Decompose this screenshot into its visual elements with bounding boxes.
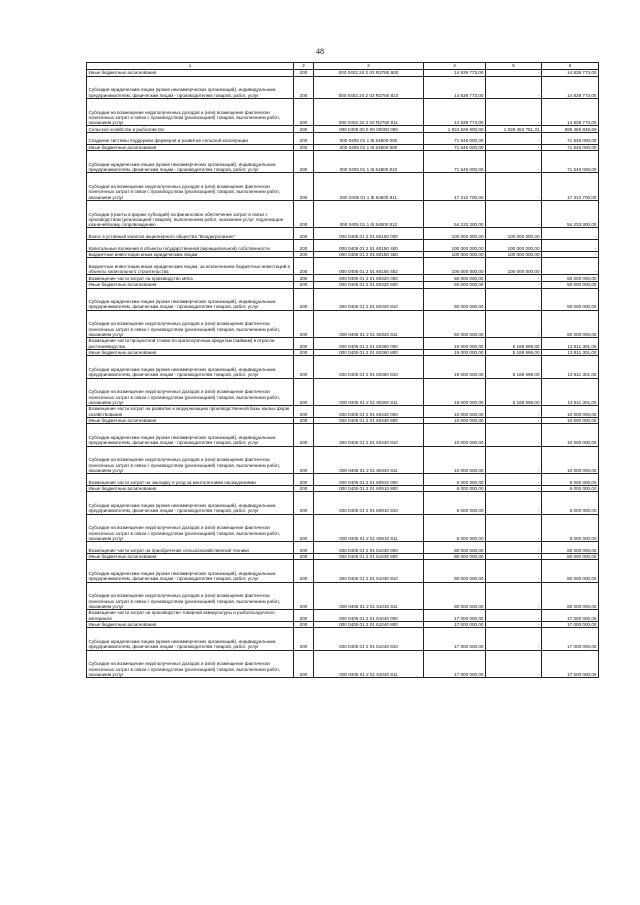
row-unexecuted-amount-cell: 80 000 000,00 xyxy=(542,541,599,553)
row-name-cell: Иные бюджетные ассигнования xyxy=(87,553,294,560)
row-classification-code-cell: 000 0405 01 2 01 60150 450 xyxy=(314,251,424,258)
row-approved-amount-cell: 10 000 000,00 xyxy=(424,406,486,418)
table-row xyxy=(87,356,599,378)
row-unexecuted-amount-cell: 50 000 000,00 xyxy=(542,310,599,337)
row-name-cell: Субсидии юридическим лицам (кроме некоммерческих организаций), индивидуальным предпринимателям, физическим лицам - производителям товаров, работ, услуг xyxy=(87,76,294,98)
row-executed-amount-cell: - xyxy=(486,310,542,337)
row-classification-code-cell: 000 0405 01 2 01 60360 000 xyxy=(314,338,424,350)
row-unexecuted-amount-cell: 6 000 000,00 xyxy=(542,474,599,486)
row-admin-code-cell: 200 xyxy=(294,151,314,173)
budget-table xyxy=(86,62,599,678)
row-unexecuted-amount-cell: 6 000 000,00 xyxy=(542,492,599,514)
row-name-cell: Возмещение части затрат на производство товарной аквакультуры и рыбопосадочного материала xyxy=(87,609,294,621)
row-approved-amount-cell: 17 000 000,00 xyxy=(424,621,486,628)
row-classification-code-cell: 000 0405 01 2 01 61040 811 xyxy=(314,650,424,677)
table-row xyxy=(87,378,599,405)
page-number: 48 xyxy=(316,47,324,56)
row-admin-code-cell: 200 xyxy=(294,275,314,282)
row-name-cell: Сельское хозяйство и рыболовство xyxy=(87,126,294,133)
row-approved-amount-cell: 80 000 000,00 xyxy=(424,560,486,582)
row-admin-code-cell: 200 xyxy=(294,288,314,310)
row-classification-code-cell: 000 0405 01 2 01 61030 811 xyxy=(314,582,424,609)
row-classification-code-cell: 000 0405 01 2 01 60910 810 xyxy=(314,492,424,514)
row-executed-amount-cell: - xyxy=(486,628,542,650)
table-row xyxy=(87,349,599,356)
row-admin-code-cell: 200 xyxy=(294,650,314,677)
table-row xyxy=(87,144,599,151)
column-number: 6 xyxy=(542,63,599,70)
row-name-cell: Бюджетные инвестиции иным юридическим лицам xyxy=(87,251,294,258)
column-number: 2 xyxy=(294,63,314,70)
row-name-cell: Субсидии на возмещение недополученных доходов и (или) возмещение фактически понесенных затрат в связи с производством (реализацией) товаров, выполнением работ, оказанием услуг xyxy=(87,446,294,473)
row-unexecuted-amount-cell: 50 000 000,00 xyxy=(542,275,599,282)
row-classification-code-cell: 000 0402 24 2 03 R2760 811 xyxy=(314,98,424,125)
row-executed-amount-cell: 100 000 000,00 xyxy=(486,239,542,251)
row-classification-code-cell: 000 0405 00 0 00 00000 000 xyxy=(314,126,424,133)
row-unexecuted-amount-cell: 17 000 000,00 xyxy=(542,650,599,677)
row-name-cell: Субсидии на возмещение недополученных доходов и (или) возмещение фактически понесенных затрат в связи с производством (реализацией) товаров, выполнением работ, оказанием услуг xyxy=(87,582,294,609)
table-row xyxy=(87,151,599,173)
row-approved-amount-cell: 6 000 000,00 xyxy=(424,474,486,486)
table-row xyxy=(87,258,599,275)
table-row xyxy=(87,228,599,240)
row-name-cell: Возмещение части процентной ставки по краткосрочным кредитам (займам) в отрасли растениеводства xyxy=(87,338,294,350)
row-approved-amount-cell: 80 000 000,00 xyxy=(424,541,486,553)
row-unexecuted-amount-cell: 54 233 300,00 xyxy=(542,200,599,227)
row-unexecuted-amount-cell: 71 546 000,00 xyxy=(542,151,599,173)
column-number: 3 xyxy=(314,63,424,70)
row-approved-amount-cell: 54 233 300,00 xyxy=(424,200,486,227)
row-approved-amount-cell: 71 546 000,00 xyxy=(424,151,486,173)
table-row xyxy=(87,621,599,628)
row-name-cell: Субсидии на возмещение недополученных доходов и (или) возмещение фактически понесенных затрат в связи с производством (реализацией) товаров, выполнением работ, оказанием услуг xyxy=(87,378,294,405)
row-unexecuted-amount-cell: 80 000 000,00 xyxy=(542,553,599,560)
row-executed-amount-cell: - xyxy=(486,446,542,473)
table-row xyxy=(87,474,599,486)
row-name-cell: Субсидии на возмещение недополученных доходов и (или) возмещение фактически понесенных затрат в связи с производством (реализацией) товаров, выполнением работ, оказанием услуг xyxy=(87,650,294,677)
row-unexecuted-amount-cell: 14 839 773,00 xyxy=(542,98,599,125)
row-unexecuted-amount-cell: 10 000 000,00 xyxy=(542,406,599,418)
table-row xyxy=(87,239,599,251)
row-admin-code-cell: 200 xyxy=(294,609,314,621)
row-admin-code-cell: 200 xyxy=(294,200,314,227)
row-approved-amount-cell: 19 000 000,00 xyxy=(424,349,486,356)
row-admin-code-cell: 200 xyxy=(294,338,314,350)
row-classification-code-cell: 000 0405 01 2 01 61040 800 xyxy=(314,621,424,628)
row-classification-code-cell: 000 0405 01 2 01 60440 811 xyxy=(314,446,424,473)
table-row xyxy=(87,609,599,621)
row-name-cell: Иные бюджетные ассигнования xyxy=(87,144,294,151)
table-row xyxy=(87,275,599,282)
row-classification-code-cell: 000 0405 01 2 01 61040 810 xyxy=(314,628,424,650)
row-approved-amount-cell: 17 000 000,00 xyxy=(424,650,486,677)
row-name-cell: Субсидии юридическим лицам (кроме некоммерческих организаций), индивидуальным предпринимателям, физическим лицам - производителям товаров, работ, услуг xyxy=(87,356,294,378)
row-classification-code-cell: 000 0405 01 2 01 60440 810 xyxy=(314,424,424,446)
row-admin-code-cell: 200 xyxy=(294,560,314,582)
row-classification-code-cell: 000 0405 01 2 01 60360 811 xyxy=(314,378,424,405)
row-name-cell: Субсидии юридическим лицам (кроме некоммерческих организаций), индивидуальным предпринимателям, физическим лицам - производителям товаров, работ, услуг xyxy=(87,560,294,582)
row-approved-amount-cell: 6 000 000,00 xyxy=(424,514,486,541)
row-executed-amount-cell: - xyxy=(486,514,542,541)
row-unexecuted-amount-cell: 17 000 000,00 xyxy=(542,609,599,621)
row-unexecuted-amount-cell: 14 839 773,00 xyxy=(542,76,599,98)
row-approved-amount-cell: 6 000 000,00 xyxy=(424,492,486,514)
row-classification-code-cell: 000 0405 01 2 01 61030 810 xyxy=(314,560,424,582)
table-row xyxy=(87,338,599,350)
table-row xyxy=(87,76,599,98)
row-unexecuted-amount-cell: 80 000 000,00 xyxy=(542,582,599,609)
table-row xyxy=(87,446,599,473)
row-name-cell: Капитальные вложения в объекты государственной (муниципальной) собственности xyxy=(87,239,294,251)
row-executed-amount-cell: - xyxy=(486,132,542,144)
row-admin-code-cell: 200 xyxy=(294,281,314,288)
row-classification-code-cell: 000 0405 01 2 01 60150 400 xyxy=(314,239,424,251)
row-admin-code-cell: 200 xyxy=(294,126,314,133)
row-executed-amount-cell: - xyxy=(486,474,542,486)
row-unexecuted-amount-cell: - xyxy=(542,239,599,251)
column-number: 5 xyxy=(486,63,542,70)
row-unexecuted-amount-cell: 71 546 000,00 xyxy=(542,144,599,151)
column-number-header xyxy=(87,63,599,70)
table-row xyxy=(87,553,599,560)
row-executed-amount-cell: - xyxy=(486,582,542,609)
column-number: 1 xyxy=(87,63,294,70)
table-row xyxy=(87,650,599,677)
row-admin-code-cell: 200 xyxy=(294,446,314,473)
row-admin-code-cell: 200 xyxy=(294,541,314,553)
row-classification-code-cell: 000 0405 01 2 01 60320 000 xyxy=(314,275,424,282)
row-executed-amount-cell: - xyxy=(486,541,542,553)
row-admin-code-cell: 200 xyxy=(294,378,314,405)
row-admin-code-cell: 200 xyxy=(294,553,314,560)
row-name-cell: Субсидии юридическим лицам (кроме некоммерческих организаций), индивидуальным предпринимателям, физическим лицам - производителям товаров, работ, услуг xyxy=(87,628,294,650)
row-executed-amount-cell: - xyxy=(486,406,542,418)
row-approved-amount-cell: 19 000 000,00 xyxy=(424,356,486,378)
row-classification-code-cell: 000 0402 24 2 03 R2760 800 xyxy=(314,70,424,77)
row-executed-amount-cell: 5 188 699,00 xyxy=(486,349,542,356)
row-admin-code-cell: 200 xyxy=(294,356,314,378)
row-name-cell: Создание системы поддержки фермеров и развитие сельской кооперации xyxy=(87,132,294,144)
row-classification-code-cell: 000 0405 01 2 01 60910 800 xyxy=(314,485,424,492)
row-name-cell: Иные бюджетные ассигнования xyxy=(87,349,294,356)
row-executed-amount-cell: 100 000 000,00 xyxy=(486,251,542,258)
row-classification-code-cell: 000 0405 01 1 I5 54800 810 xyxy=(314,151,424,173)
row-approved-amount-cell: 19 000 000,00 xyxy=(424,338,486,350)
row-approved-amount-cell: 50 000 000,00 xyxy=(424,288,486,310)
row-approved-amount-cell: 100 000 000,00 xyxy=(424,239,486,251)
table-row xyxy=(87,132,599,144)
column-number: 4 xyxy=(424,63,486,70)
row-executed-amount-cell: - xyxy=(486,281,542,288)
row-executed-amount-cell: 100 000 000,00 xyxy=(486,258,542,275)
row-unexecuted-amount-cell: - xyxy=(542,228,599,240)
row-approved-amount-cell: 14 839 773,00 xyxy=(424,98,486,125)
row-admin-code-cell: 200 xyxy=(294,76,314,98)
row-executed-amount-cell: - xyxy=(486,560,542,582)
row-executed-amount-cell: - xyxy=(486,98,542,125)
row-unexecuted-amount-cell: 17 312 700,00 xyxy=(542,173,599,200)
table-row xyxy=(87,173,599,200)
row-unexecuted-amount-cell: 50 000 000,00 xyxy=(542,281,599,288)
row-approved-amount-cell: 10 000 000,00 xyxy=(424,417,486,424)
table-row xyxy=(87,288,599,310)
table-row xyxy=(87,70,599,77)
row-name-cell: Иные бюджетные ассигнования xyxy=(87,485,294,492)
row-admin-code-cell: 200 xyxy=(294,628,314,650)
table-row xyxy=(87,251,599,258)
table-row xyxy=(87,310,599,337)
row-unexecuted-amount-cell: - xyxy=(542,251,599,258)
row-admin-code-cell: 200 xyxy=(294,132,314,144)
row-unexecuted-amount-cell: 896 465 848,69 xyxy=(542,126,599,133)
row-executed-amount-cell: - xyxy=(486,70,542,77)
row-name-cell: Субсидии на возмещение недополученных доходов и (или) возмещение фактически понесенных затрат в связи с производством (реализацией) товаров, выполнением работ, оказанием услуг xyxy=(87,98,294,125)
row-executed-amount-cell: - xyxy=(486,485,542,492)
row-admin-code-cell: 200 xyxy=(294,485,314,492)
row-name-cell: Субсидии юридическим лицам (кроме некоммерческих организаций), индивидуальным предпринимателям, физическим лицам - производителям товаров, работ, услуг xyxy=(87,288,294,310)
row-classification-code-cell: 000 0405 01 2 01 61030 800 xyxy=(314,553,424,560)
row-name-cell: Возмещение части затрат на развитие и модернизацию производственной базы малых форм хозяйствования xyxy=(87,406,294,418)
row-approved-amount-cell: 100 000 000,00 xyxy=(424,228,486,240)
row-classification-code-cell: 000 0405 01 1 I5 54800 800 xyxy=(314,144,424,151)
row-admin-code-cell: 200 xyxy=(294,474,314,486)
row-admin-code-cell: 200 xyxy=(294,258,314,275)
row-executed-amount-cell: - xyxy=(486,492,542,514)
row-unexecuted-amount-cell: 6 000 000,00 xyxy=(542,514,599,541)
row-admin-code-cell: 200 xyxy=(294,424,314,446)
row-name-cell: Возмещение части затрат на производство мяса xyxy=(87,275,294,282)
row-classification-code-cell: 000 0405 01 2 01 60910 811 xyxy=(314,514,424,541)
row-classification-code-cell: 000 0405 01 2 01 60360 810 xyxy=(314,356,424,378)
row-executed-amount-cell: 5 188 699,00 xyxy=(486,356,542,378)
row-unexecuted-amount-cell: 13 811 301,00 xyxy=(542,356,599,378)
row-admin-code-cell: 200 xyxy=(294,582,314,609)
row-approved-amount-cell: 50 000 000,00 xyxy=(424,281,486,288)
row-unexecuted-amount-cell: 71 546 000,00 xyxy=(542,132,599,144)
row-unexecuted-amount-cell: 17 000 000,00 xyxy=(542,628,599,650)
row-classification-code-cell: 000 0405 01 2 01 61040 000 xyxy=(314,609,424,621)
row-executed-amount-cell: - xyxy=(486,609,542,621)
row-name-cell: Возмещение части затрат на закладку и уход за многолетними насаждениями xyxy=(87,474,294,486)
row-name-cell: Бюджетные инвестиции иным юридическим лицам, за исключением бюджетных инвестиций в объекты капитального строительства xyxy=(87,258,294,275)
row-unexecuted-amount-cell: 17 000 000,00 xyxy=(542,621,599,628)
row-name-cell: Иные бюджетные ассигнования xyxy=(87,417,294,424)
row-admin-code-cell: 200 xyxy=(294,173,314,200)
row-executed-amount-cell: - xyxy=(486,553,542,560)
row-name-cell: Иные бюджетные ассигнования xyxy=(87,621,294,628)
row-classification-code-cell: 000 0405 01 1 I5 54800 812 xyxy=(314,200,424,227)
row-approved-amount-cell: 17 000 000,00 xyxy=(424,628,486,650)
row-name-cell: Иные бюджетные ассигнования xyxy=(87,281,294,288)
row-approved-amount-cell: 17 000 000,00 xyxy=(424,609,486,621)
row-unexecuted-amount-cell: 13 811 301,00 xyxy=(542,338,599,350)
row-approved-amount-cell: 80 000 000,00 xyxy=(424,582,486,609)
table-row xyxy=(87,582,599,609)
row-unexecuted-amount-cell: 13 811 301,00 xyxy=(542,378,599,405)
row-executed-amount-cell: - xyxy=(486,424,542,446)
row-unexecuted-amount-cell: - xyxy=(542,258,599,275)
row-admin-code-cell: 200 xyxy=(294,310,314,337)
row-unexecuted-amount-cell: 13 811 301,00 xyxy=(542,349,599,356)
row-approved-amount-cell: 10 000 000,00 xyxy=(424,424,486,446)
row-classification-code-cell: 000 0405 01 2 01 60320 811 xyxy=(314,310,424,337)
row-executed-amount-cell: - xyxy=(486,200,542,227)
row-classification-code-cell: 000 0405 01 1 I5 54800 811 xyxy=(314,173,424,200)
row-admin-code-cell: 200 xyxy=(294,417,314,424)
row-approved-amount-cell: 100 000 000,00 xyxy=(424,258,486,275)
row-executed-amount-cell: - xyxy=(486,288,542,310)
row-approved-amount-cell: 6 000 000,00 xyxy=(424,485,486,492)
row-approved-amount-cell: 71 546 000,00 xyxy=(424,132,486,144)
row-name-cell: Субсидии на возмещение недополученных доходов и (или) возмещение фактически понесенных затрат в связи с производством (реализацией) товаров, выполнением работ, оказанием услуг xyxy=(87,310,294,337)
row-admin-code-cell: 200 xyxy=(294,239,314,251)
row-executed-amount-cell: - xyxy=(486,76,542,98)
table-row xyxy=(87,281,599,288)
row-executed-amount-cell: - xyxy=(486,144,542,151)
row-unexecuted-amount-cell: 50 000 000,00 xyxy=(542,288,599,310)
row-name-cell: Субсидии юридическим лицам (кроме некоммерческих организаций), индивидуальным предпринимателям, физическим лицам - производителям товаров, работ, услуг xyxy=(87,151,294,173)
row-admin-code-cell: 200 xyxy=(294,70,314,77)
row-approved-amount-cell: 14 839 773,00 xyxy=(424,76,486,98)
table-row xyxy=(87,628,599,650)
row-classification-code-cell: 000 0405 01 2 01 60440 800 xyxy=(314,417,424,424)
row-approved-amount-cell: 17 312 700,00 xyxy=(424,173,486,200)
row-admin-code-cell: 200 xyxy=(294,144,314,151)
row-name-cell: Субсидии юридическим лицам (кроме некоммерческих организаций), индивидуальным предпринимателям, физическим лицам - производителям товаров, работ, услуг xyxy=(87,492,294,514)
row-classification-code-cell: 000 0405 01 2 01 60150 452 xyxy=(314,258,424,275)
row-approved-amount-cell: 100 000 000,00 xyxy=(424,251,486,258)
row-classification-code-cell: 000 0405 01 1 I5 54800 000 xyxy=(314,132,424,144)
row-approved-amount-cell: 1 924 929 600,00 xyxy=(424,126,486,133)
row-unexecuted-amount-cell: 10 000 000,00 xyxy=(542,417,599,424)
row-executed-amount-cell: - xyxy=(486,173,542,200)
row-admin-code-cell: 200 xyxy=(294,406,314,418)
row-admin-code-cell: 200 xyxy=(294,621,314,628)
table-row xyxy=(87,98,599,125)
row-approved-amount-cell: 19 000 000,00 xyxy=(424,378,486,405)
row-classification-code-cell: 000 0405 01 2 01 60360 800 xyxy=(314,349,424,356)
table-row xyxy=(87,541,599,553)
row-admin-code-cell: 200 xyxy=(294,492,314,514)
row-approved-amount-cell: 71 546 000,00 xyxy=(424,144,486,151)
row-approved-amount-cell: 14 839 773,00 xyxy=(424,70,486,77)
row-name-cell: Возмещение части затрат на приобретение сельскохозяйственной техники xyxy=(87,541,294,553)
row-admin-code-cell: 200 xyxy=(294,514,314,541)
table-row xyxy=(87,417,599,424)
row-approved-amount-cell: 50 000 000,00 xyxy=(424,275,486,282)
row-classification-code-cell: 000 0405 01 2 01 60910 000 xyxy=(314,474,424,486)
row-unexecuted-amount-cell: 6 000 000,00 xyxy=(542,485,599,492)
row-admin-code-cell: 200 xyxy=(294,349,314,356)
row-approved-amount-cell: 10 000 000,00 xyxy=(424,446,486,473)
row-unexecuted-amount-cell: 14 839 773,00 xyxy=(542,70,599,77)
row-admin-code-cell: 200 xyxy=(294,228,314,240)
row-executed-amount-cell: - xyxy=(486,417,542,424)
row-name-cell: Взнос в уставный капитал акционерного общества "Владагролизинг" xyxy=(87,228,294,240)
row-executed-amount-cell: - xyxy=(486,151,542,173)
table-row xyxy=(87,200,599,227)
row-approved-amount-cell: 80 000 000,00 xyxy=(424,553,486,560)
table-row xyxy=(87,424,599,446)
row-classification-code-cell: 000 0405 01 2 01 61030 000 xyxy=(314,541,424,553)
row-executed-amount-cell: 1 028 463 751,31 xyxy=(486,126,542,133)
row-executed-amount-cell: - xyxy=(486,275,542,282)
row-classification-code-cell: 000 0402 24 2 03 R2760 810 xyxy=(314,76,424,98)
row-name-cell: Иные бюджетные ассигнования xyxy=(87,70,294,77)
row-admin-code-cell: 200 xyxy=(294,98,314,125)
row-executed-amount-cell: 5 188 699,00 xyxy=(486,378,542,405)
row-classification-code-cell: 000 0405 01 2 01 60440 000 xyxy=(314,406,424,418)
row-executed-amount-cell: 5 188 699,00 xyxy=(486,338,542,350)
row-name-cell: Субсидии на возмещение недополученных доходов и (или) возмещение фактически понесенных затрат в связи с производством (реализацией) товаров, выполнением работ, оказанием услуг xyxy=(87,173,294,200)
row-executed-amount-cell: - xyxy=(486,621,542,628)
row-classification-code-cell: 000 0405 01 2 01 60320 810 xyxy=(314,288,424,310)
row-name-cell: Субсидии (гранты в форме субсидий) на финансовое обеспечение затрат в связи с производством (реализацией товаров), выполнением работ, оказанием услуг, подлежащие казначейскому сопровождению xyxy=(87,200,294,227)
row-admin-code-cell: 200 xyxy=(294,251,314,258)
row-classification-code-cell: 000 0405 01 2 01 60150 000 xyxy=(314,228,424,240)
row-unexecuted-amount-cell: 80 000 000,00 xyxy=(542,560,599,582)
row-unexecuted-amount-cell: 10 000 000,00 xyxy=(542,424,599,446)
table-row xyxy=(87,492,599,514)
table-row xyxy=(87,406,599,418)
table-row xyxy=(87,560,599,582)
row-name-cell: Субсидии юридическим лицам (кроме некоммерческих организаций), индивидуальным предпринимателям, физическим лицам - производителям товаров, работ, услуг xyxy=(87,424,294,446)
table-row xyxy=(87,514,599,541)
row-classification-code-cell: 000 0405 01 2 01 60320 800 xyxy=(314,281,424,288)
row-name-cell: Субсидии на возмещение недополученных доходов и (или) возмещение фактически понесенных затрат в связи с производством (реализацией) товаров, выполнением работ, оказанием услуг xyxy=(87,514,294,541)
table-row xyxy=(87,485,599,492)
table-row xyxy=(87,126,599,133)
row-executed-amount-cell: 100 000 000,00 xyxy=(486,228,542,240)
row-approved-amount-cell: 50 000 000,00 xyxy=(424,310,486,337)
row-executed-amount-cell: - xyxy=(486,650,542,677)
row-unexecuted-amount-cell: 10 000 000,00 xyxy=(542,446,599,473)
